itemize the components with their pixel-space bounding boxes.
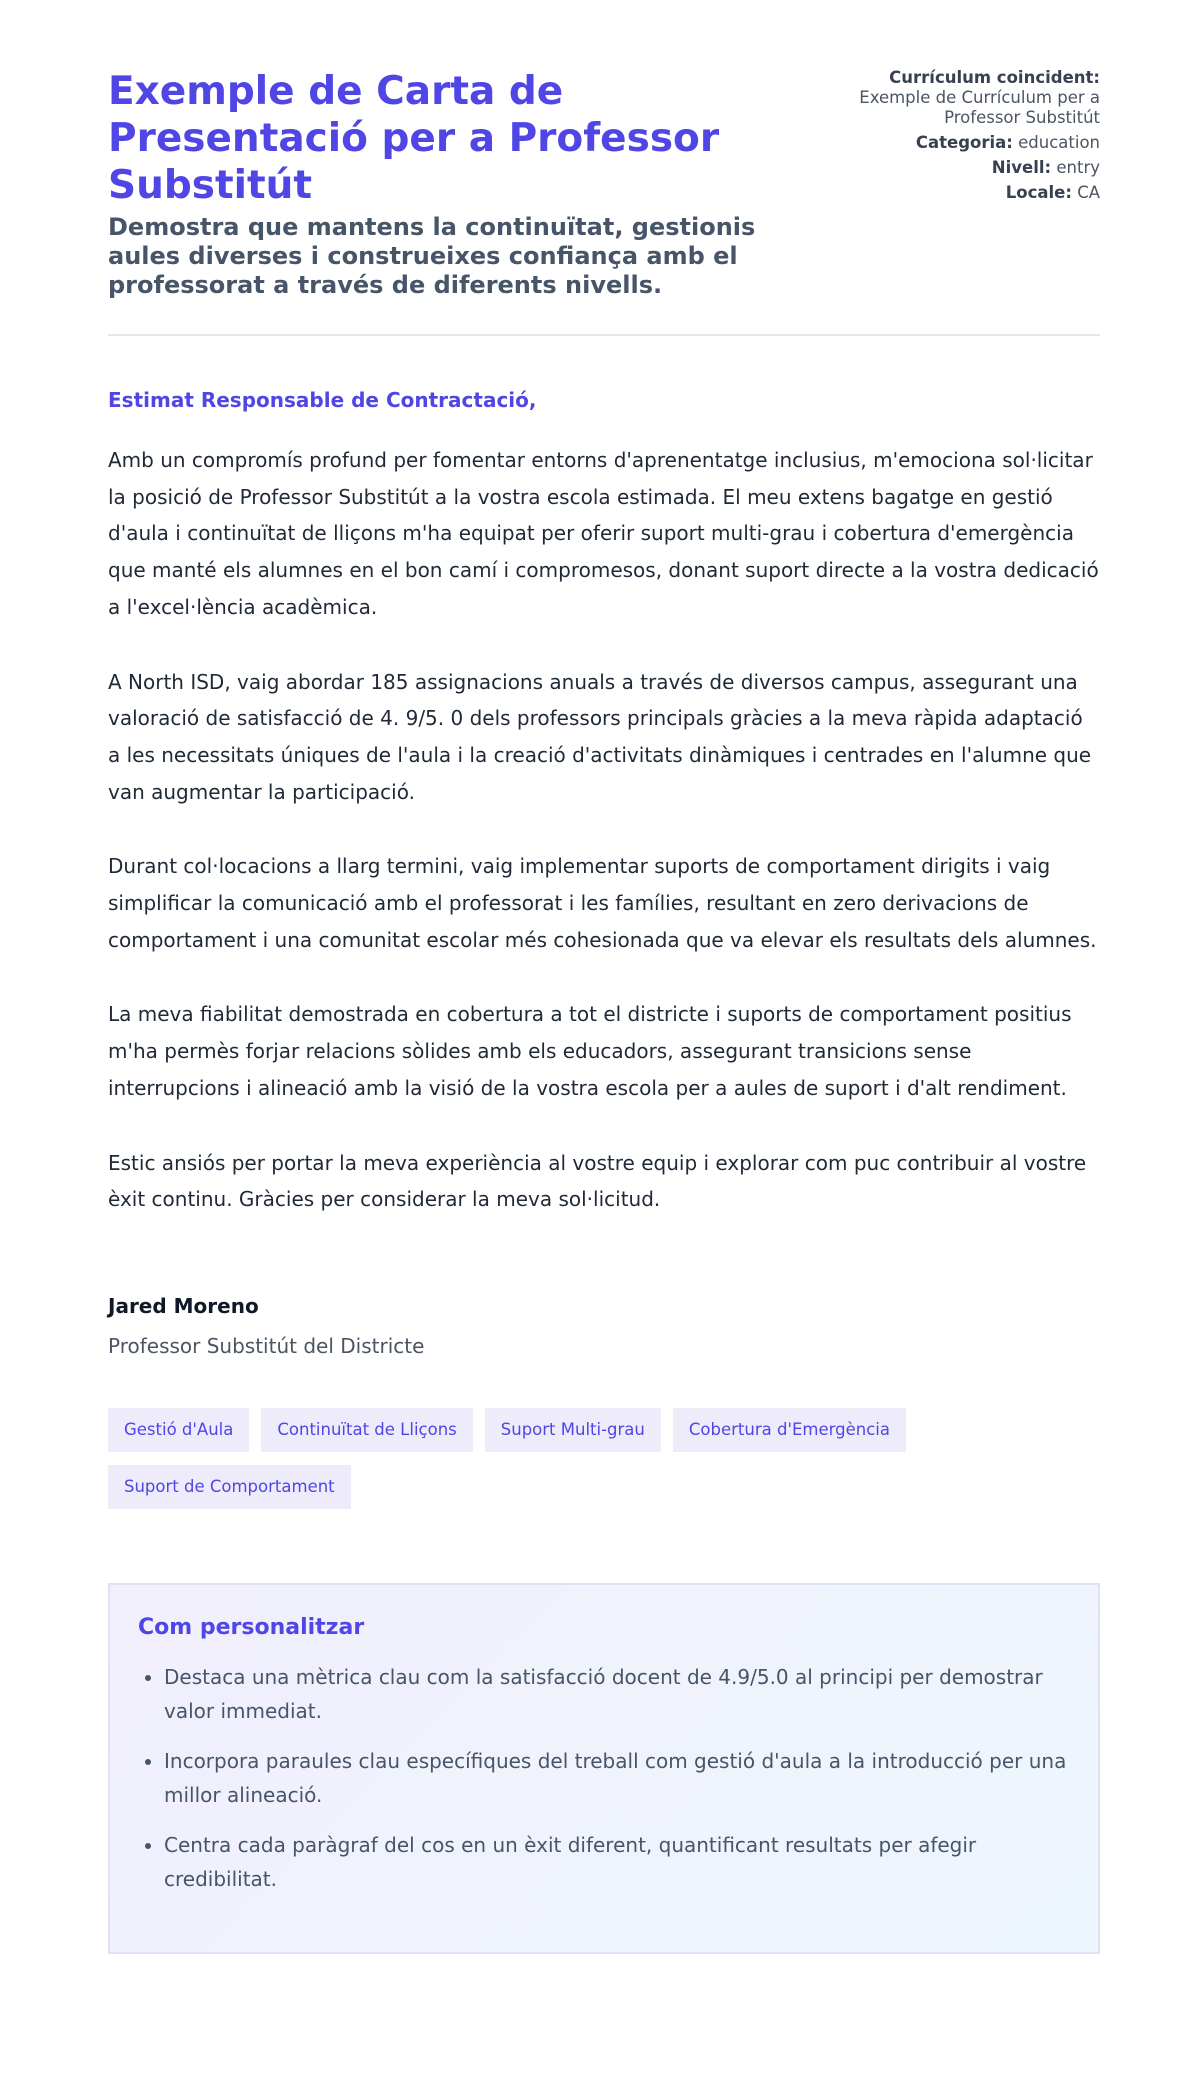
signature-title: Professor Substitút del Districte <box>108 1333 425 1358</box>
skill-tag: Suport Multi-grau <box>485 1408 661 1452</box>
page-title: Exemple de Carta de Presentació per a Professor Substitút <box>108 69 720 208</box>
tip-item: • Incorpora paraules clau específiques del treball com gestió d'aula a la introducció per una millor alineació. <box>164 1744 1070 1812</box>
tip-item: • Destaca una mètrica clau com la satisfacció docent de 4.9/5.0 al principi per demostrar valor immediat. <box>164 1660 1070 1728</box>
paragraph: La meva fiabilitat demostrada en cobertura a tot el districte i suports de comportament positius m'ha permès forjar relacions sòlides amb els educadors, assegurant transicions sense interrupcions i alineació amb la visió de la vostra escola per a aules de suport i d'alt rendiment. <box>108 1002 1072 1100</box>
meta-info <box>840 68 1100 300</box>
locale-label: Locale: <box>1005 183 1072 202</box>
cover-letter-page <box>108 68 1100 1954</box>
resume-label: Currículum coincident: <box>889 68 1100 87</box>
level-label: Nivell: <box>991 158 1052 177</box>
skill-tag: Suport de Comportament <box>108 1465 351 1509</box>
skill-tags <box>108 1408 1008 1509</box>
category-label: Categoria: <box>915 133 1013 152</box>
signature-name: Jared Moreno <box>108 1293 259 1318</box>
skill-tag: Cobertura d'Emergència <box>673 1408 906 1452</box>
letter-body <box>108 442 1100 1218</box>
paragraph: A North ISD, vaig abordar 185 assignacions anuals a través de diversos campus, assegurant una valoració de satisfacció de 4. 9/5. 0 dels professors principals gràcies a la meva ràpida adaptació a les necessitats úniques de l'aula i la creació d'activitats dinàmiques i centrades en l'alumne que van augmentar la participació. <box>108 669 1092 804</box>
customization-tips <box>108 1583 1100 1954</box>
page-subtitle: Demostra que mantens la continuïtat, gestionis aules diverses i construeixes confiança amb el professorat a través de diferents nivells. <box>108 213 756 299</box>
locale-value: CA <box>1077 183 1100 202</box>
tip-item: • Centra cada paràgraf del cos en un èxit diferent, quantificant resultats per afegir credibilitat. <box>164 1828 1070 1896</box>
paragraph: Amb un compromís profund per fomentar entorns d'aprenentatge inclusius, m'emociona sol·licitar la posició de Professor Substitút a la vostra escola estimada. El meu extens bagatge en gestió d'aula i continuïtat de lliçons m'ha equipat per oferir suport multi-grau i cobertura d'emergència que manté els alumnes en el bon camí i compromesos, donant suport directe a la vostra dedicació a l'excel·lència acadèmica. <box>108 448 1099 619</box>
skill-tag: Continuïtat de Lliçons <box>261 1408 472 1452</box>
category-value: education <box>1018 133 1100 152</box>
skill-tag: Gestió d'Aula <box>108 1408 249 1452</box>
resume-link[interactable]: Exemple de Currículum per a Professor Substitút <box>859 88 1100 127</box>
paragraph: Durant col·locacions a llarg termini, vaig implementar suports de comportament dirigits i vaig simplificar la comunicació amb el professorat i les famílies, resultant en zero derivacions de comportament i una comunitat escolar més cohesionada que va elevar els resultats dels alumnes. <box>108 854 1097 952</box>
header <box>108 68 1100 336</box>
paragraph: Estic ansiós per portar la meva experiència al vostre equip i explorar com puc contribuir al vostre èxit continu. Gràcies per considerar la meva sol·licitud. <box>108 1150 1087 1212</box>
greeting: Estimat Responsable de Contractació, <box>108 388 537 412</box>
tips-title: Com personalitzar <box>138 1614 365 1640</box>
level-value: entry <box>1056 158 1100 177</box>
